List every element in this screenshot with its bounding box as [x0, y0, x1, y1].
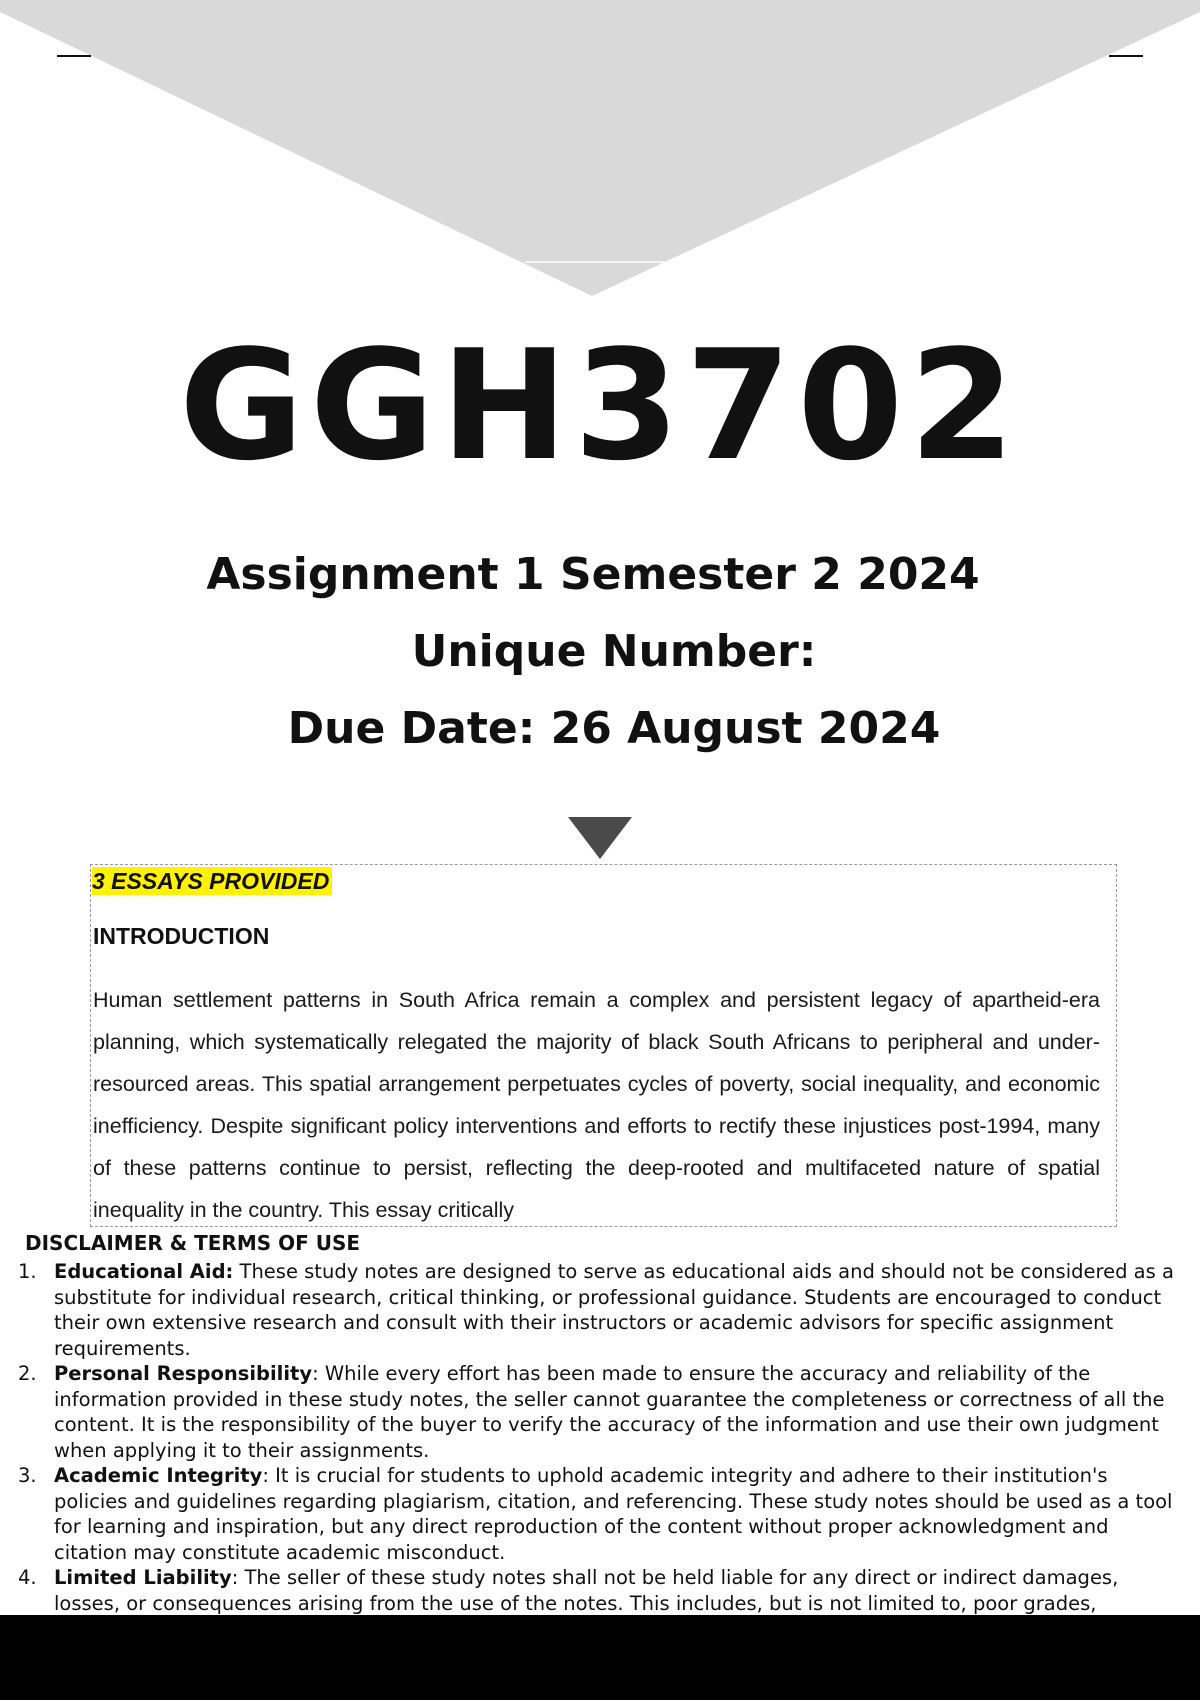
corner-mark-right: [1109, 55, 1143, 57]
down-arrow-icon: [568, 817, 632, 859]
list-item-label: Limited Liability: [54, 1566, 232, 1589]
due-date-line: Due Date: 26 August 2024: [287, 703, 941, 754]
list-item-number: 3.: [18, 1464, 37, 1487]
list-item-number: 4.: [18, 1566, 37, 1589]
list-item-text: : While every effort has been made to ensure the accuracy and reliability of the information provided in these study notes, the seller cannot guarantee the completeness or correctness of all the content. It is the responsibility of the buyer to verify the accuracy of the information and use their own judgment when applying it to their assignments.: [54, 1362, 1165, 1462]
list-item-label: Academic Integrity: [54, 1464, 263, 1487]
unique-number-line: Unique Number:: [411, 626, 817, 677]
disclaimer-list: [0, 1259, 1200, 1616]
list-item: [0, 1565, 1200, 1616]
disclaimer-title: DISCLAIMER & TERMS OF USE: [25, 1231, 361, 1255]
course-code-title: GGH3702: [179, 317, 1021, 494]
list-item: [0, 1259, 1200, 1361]
bottom-black-bar: [0, 1615, 1200, 1700]
list-item-label: Educational Aid:: [54, 1260, 234, 1283]
list-item: [0, 1361, 1200, 1463]
introduction-body: Human settlement patterns in South Africa remain a complex and persistent legacy of apartheid-era planning, which systematically relegated the majority of black South Africans to peripheral and under-resourced areas. This spatial arrangement perpetuates cycles of poverty, social inequality, and economic inefficiency. Despite significant policy interventions and efforts to rectify these injustices post-1994, many of these patterns continue to persist, reflecting the deep-rooted and multifaceted nature of spatial inequality in the country. This essay critically: [93, 988, 1100, 1222]
essays-provided-highlight: 3 ESSAYS PROVIDED: [92, 867, 332, 895]
list-item-text: : It is crucial for students to uphold academic integrity and adhere to their institution's policies and guidelines regarding plagiarism, citation, and referencing. These study notes should be used as a tool for learning and inspiration, but any direct reproduction of the content without proper acknowledgment and citation may constitute academic misconduct.: [54, 1464, 1173, 1564]
list-item-text: : The seller of these study notes shall not be held liable for any direct or indirect damages, losses, or consequences arising from the use of the notes. This includes, but is not limited to, poor grades,: [54, 1566, 1119, 1615]
introduction-heading: INTRODUCTION: [93, 923, 270, 949]
corner-mark-left: [57, 55, 91, 57]
list-item-number: 1.: [18, 1260, 37, 1283]
list-item-number: 2.: [18, 1362, 37, 1385]
assignment-line: Assignment 1 Semester 2 2024: [206, 549, 980, 600]
list-item-label: Personal Responsibility: [54, 1362, 313, 1385]
list-item-text: These study notes are designed to serve as educational aids and should not be considered as a substitute for individual research, critical thinking, or professional guidance. Students are encouraged to conduct their own extensive research and consult with their instructors or academic advisors for specific assignment requirements.: [54, 1260, 1174, 1360]
essay-preview-box: [90, 864, 1117, 1227]
list-item: [0, 1463, 1200, 1565]
top-chevron-banner: [0, 0, 1200, 300]
